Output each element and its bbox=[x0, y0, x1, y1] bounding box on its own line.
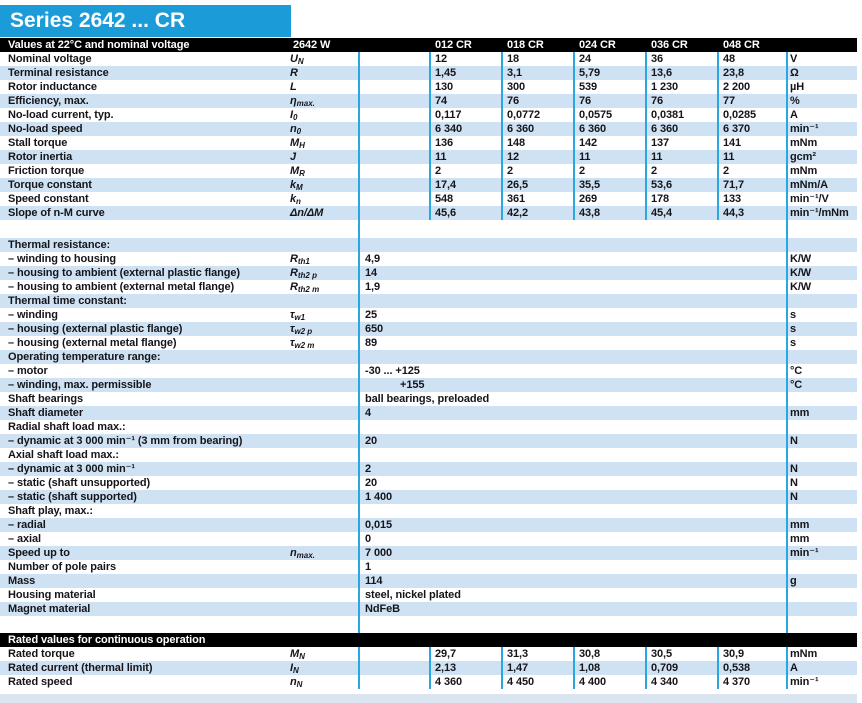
value-cell: 114 bbox=[365, 575, 383, 587]
unit-cell: N bbox=[790, 435, 798, 447]
value-cell: 6 360 bbox=[579, 123, 607, 135]
value-cell: 133 bbox=[723, 193, 742, 205]
family-column-header: 2642 W bbox=[293, 39, 331, 51]
value-cell: 7 000 bbox=[365, 547, 393, 559]
value-cell: 1,9 bbox=[365, 281, 380, 293]
value-cell: 1 400 bbox=[365, 491, 393, 503]
row-label: Nominal voltage bbox=[8, 53, 92, 65]
value-cell: 25 bbox=[365, 309, 378, 321]
column-header-018cr: 018 CR bbox=[507, 39, 544, 51]
row-label: Rotor inertia bbox=[8, 151, 73, 163]
row-label: – radial bbox=[8, 519, 46, 531]
value-cell: 0,0285 bbox=[723, 109, 757, 121]
value-cell: 20 bbox=[365, 477, 378, 489]
table-row bbox=[0, 588, 857, 602]
symbol-base: J bbox=[290, 151, 297, 163]
value-cell: 30,9 bbox=[723, 648, 745, 660]
value-cell: 3,1 bbox=[507, 67, 522, 79]
row-label: Slope of n-M curve bbox=[8, 207, 105, 219]
symbol-subscript: max. bbox=[296, 551, 315, 560]
value-cell: 76 bbox=[651, 95, 664, 107]
symbol-base: R bbox=[290, 67, 298, 79]
row-label: – housing (external metal flange) bbox=[8, 337, 177, 349]
symbol-base: k bbox=[290, 179, 297, 191]
value-cell: 4 340 bbox=[651, 676, 679, 688]
value-cell: 36 bbox=[651, 53, 664, 65]
symbol-subscript: th2 p bbox=[297, 271, 317, 280]
series-title: Series 2642 ... CR bbox=[10, 9, 186, 32]
unit-cell: Ω bbox=[790, 67, 799, 79]
symbol-base: k bbox=[290, 193, 297, 205]
table-row bbox=[0, 532, 857, 546]
value-cell: 45,4 bbox=[651, 207, 673, 219]
value-cell: 0,0575 bbox=[579, 109, 613, 121]
row-label: Radial shaft load max.: bbox=[8, 421, 126, 433]
column-separator-line bbox=[786, 647, 788, 689]
row-label: Efficiency, max. bbox=[8, 95, 89, 107]
rated-values-header-label: Rated values for continuous operation bbox=[8, 634, 206, 646]
table-row bbox=[0, 490, 857, 504]
row-label: – static (shaft unsupported) bbox=[8, 477, 151, 489]
value-cell: steel, nickel plated bbox=[365, 589, 461, 601]
column-separator-line bbox=[501, 647, 503, 689]
value-cell: 1,47 bbox=[507, 662, 529, 674]
table-row bbox=[0, 518, 857, 532]
value-cell: 178 bbox=[651, 193, 670, 205]
value-cell: 30,8 bbox=[579, 648, 601, 660]
value-cell: 4 370 bbox=[723, 676, 751, 688]
symbol-base: R bbox=[290, 281, 298, 293]
value-cell: 29,7 bbox=[435, 648, 457, 660]
table-row bbox=[0, 476, 857, 490]
value-cell: ball bearings, preloaded bbox=[365, 393, 490, 405]
symbol-subscript: N bbox=[297, 57, 304, 66]
unit-cell: mNm bbox=[790, 165, 818, 177]
column-separator-line bbox=[717, 52, 719, 220]
table-header-label: Values at 22°C and nominal voltage bbox=[8, 39, 190, 51]
row-label: Speed up to bbox=[8, 547, 70, 559]
table-row bbox=[0, 336, 857, 350]
table-row bbox=[0, 294, 857, 308]
table-row bbox=[0, 462, 857, 476]
value-cell: 2 bbox=[651, 165, 658, 177]
rated-values-header-bar bbox=[0, 633, 857, 647]
unit-cell: g bbox=[790, 575, 797, 587]
symbol-subscript: 0 bbox=[296, 127, 302, 136]
value-cell: 4,9 bbox=[365, 253, 380, 265]
symbol-subscript: R bbox=[299, 169, 305, 178]
value-cell: 26,5 bbox=[507, 179, 529, 191]
value-cell: 11 bbox=[651, 151, 663, 163]
column-separator-line bbox=[429, 52, 431, 220]
table-row bbox=[0, 504, 857, 518]
value-cell: 6 360 bbox=[651, 123, 679, 135]
symbol-cell bbox=[290, 675, 302, 692]
symbol-subscript: n bbox=[296, 197, 301, 206]
symbol-base: τ bbox=[290, 323, 295, 335]
table-row bbox=[0, 238, 857, 252]
symbol-base: M bbox=[290, 165, 300, 177]
table-row bbox=[0, 322, 857, 336]
table-row bbox=[0, 252, 857, 266]
row-label: Shaft bearings bbox=[8, 393, 84, 405]
value-cell: 6 360 bbox=[507, 123, 535, 135]
unit-cell: s bbox=[790, 309, 797, 321]
value-cell: 2 bbox=[365, 463, 372, 475]
footer-strip bbox=[0, 694, 857, 703]
value-cell: 269 bbox=[579, 193, 598, 205]
value-cell: 74 bbox=[435, 95, 448, 107]
unit-cell: K/W bbox=[790, 253, 812, 265]
row-label: – static (shaft supported) bbox=[8, 491, 137, 503]
column-separator-line bbox=[786, 52, 788, 633]
symbol-subscript: th1 bbox=[297, 257, 310, 266]
unit-cell: min⁻¹/V bbox=[790, 193, 829, 205]
value-cell: 2 bbox=[723, 165, 730, 177]
table-row bbox=[0, 420, 857, 434]
table-row bbox=[0, 434, 857, 448]
value-cell: -30 ... +125 bbox=[365, 365, 420, 377]
value-cell: 0,538 bbox=[723, 662, 751, 674]
unit-cell: K/W bbox=[790, 267, 812, 279]
table-row bbox=[0, 280, 857, 294]
value-cell: 539 bbox=[579, 81, 598, 93]
value-cell: 2 bbox=[435, 165, 442, 177]
value-cell: 24 bbox=[579, 53, 592, 65]
value-cell: 148 bbox=[507, 137, 526, 149]
value-cell: 12 bbox=[435, 53, 448, 65]
value-cell: 2 bbox=[579, 165, 586, 177]
column-separator-line bbox=[717, 647, 719, 689]
row-label: No-load speed bbox=[8, 123, 83, 135]
unit-cell: °C bbox=[790, 365, 803, 377]
value-cell: 20 bbox=[365, 435, 378, 447]
unit-cell: N bbox=[790, 491, 798, 503]
value-cell: 14 bbox=[365, 267, 378, 279]
unit-cell: min⁻¹ bbox=[790, 123, 819, 135]
value-cell: 4 450 bbox=[507, 676, 535, 688]
symbol-base: τ bbox=[290, 309, 295, 321]
value-cell: 13,6 bbox=[651, 67, 673, 79]
value-cell: 53,6 bbox=[651, 179, 673, 191]
column-separator-line bbox=[358, 52, 360, 633]
unit-cell: min⁻¹ bbox=[790, 676, 819, 688]
symbol-base: L bbox=[290, 81, 297, 93]
value-cell: 11 bbox=[579, 151, 591, 163]
symbol-base: R bbox=[290, 253, 298, 265]
value-cell: 6 340 bbox=[435, 123, 463, 135]
value-cell: 76 bbox=[507, 95, 520, 107]
value-cell: 137 bbox=[651, 137, 670, 149]
symbol-subscript: M bbox=[296, 183, 303, 192]
table-row bbox=[0, 602, 857, 616]
value-cell: 0,0381 bbox=[651, 109, 685, 121]
table-row bbox=[0, 364, 857, 378]
value-cell: 650 bbox=[365, 323, 384, 335]
value-cell: 11 bbox=[435, 151, 447, 163]
symbol-base: n bbox=[290, 547, 297, 559]
value-cell: 4 400 bbox=[579, 676, 607, 688]
value-cell: 31,3 bbox=[507, 648, 529, 660]
value-cell: 17,4 bbox=[435, 179, 457, 191]
value-cell: 76 bbox=[579, 95, 592, 107]
value-cell: 5,79 bbox=[579, 67, 601, 79]
row-label: Rated current (thermal limit) bbox=[8, 662, 153, 674]
row-label: – winding bbox=[8, 309, 58, 321]
row-label: Thermal time constant: bbox=[8, 295, 127, 307]
table-row bbox=[0, 448, 857, 462]
row-label: Magnet material bbox=[8, 603, 91, 615]
value-cell: 43,8 bbox=[579, 207, 601, 219]
value-cell: 23,8 bbox=[723, 67, 745, 79]
row-label: – dynamic at 3 000 min⁻¹ bbox=[8, 463, 135, 475]
table-row bbox=[0, 392, 857, 406]
column-separator-line bbox=[429, 647, 431, 689]
row-label: Operating temperature range: bbox=[8, 351, 161, 363]
symbol-base: n bbox=[290, 676, 297, 688]
row-label: – winding to housing bbox=[8, 253, 116, 265]
unit-cell: A bbox=[790, 109, 798, 121]
row-label: Friction torque bbox=[8, 165, 85, 177]
column-separator-line bbox=[645, 647, 647, 689]
value-cell: 12 bbox=[507, 151, 520, 163]
table-row bbox=[0, 266, 857, 280]
symbol-base: η bbox=[290, 95, 297, 107]
value-cell: 141 bbox=[723, 137, 742, 149]
table-row bbox=[0, 546, 857, 560]
value-cell: 44,3 bbox=[723, 207, 745, 219]
value-cell: 1 bbox=[365, 561, 372, 573]
row-label: No-load current, typ. bbox=[8, 109, 114, 121]
value-cell: 1,08 bbox=[579, 662, 601, 674]
value-cell: 2 200 bbox=[723, 81, 751, 93]
symbol-base: U bbox=[290, 53, 298, 65]
symbol-base: τ bbox=[290, 337, 295, 349]
column-separator-line bbox=[645, 52, 647, 220]
column-separator-line bbox=[573, 647, 575, 689]
row-label: Speed constant bbox=[8, 193, 89, 205]
value-cell: NdFeB bbox=[365, 603, 400, 615]
symbol-subscript: th2 m bbox=[297, 285, 320, 294]
table-header-bar bbox=[0, 38, 857, 52]
symbol-base: I bbox=[290, 109, 293, 121]
symbol-base: I bbox=[290, 662, 293, 674]
unit-cell: mm bbox=[790, 533, 810, 545]
value-cell: 1,45 bbox=[435, 67, 457, 79]
unit-cell: min⁻¹ bbox=[790, 547, 819, 559]
table-row bbox=[0, 308, 857, 322]
unit-cell: min⁻¹/mNm bbox=[790, 207, 849, 219]
value-cell: 2 bbox=[507, 165, 514, 177]
value-cell: 2,13 bbox=[435, 662, 457, 674]
column-header-048cr: 048 CR bbox=[723, 39, 760, 51]
row-label: Axial shaft load max.: bbox=[8, 449, 119, 461]
unit-cell: mm bbox=[790, 407, 810, 419]
unit-cell: °C bbox=[790, 379, 803, 391]
unit-cell: s bbox=[790, 337, 797, 349]
symbol-base: Δn/ΔM bbox=[290, 207, 324, 219]
symbol-subscript: w2 p bbox=[294, 327, 313, 336]
symbol-subscript: H bbox=[299, 141, 305, 150]
value-cell: 77 bbox=[723, 95, 736, 107]
symbol-base: M bbox=[290, 137, 300, 149]
row-label: – housing (external plastic flange) bbox=[8, 323, 183, 335]
value-cell: 300 bbox=[507, 81, 526, 93]
row-label: – housing to ambient (external plastic flange) bbox=[8, 267, 240, 279]
value-cell: 30,5 bbox=[651, 648, 673, 660]
row-label: – axial bbox=[8, 533, 41, 545]
value-cell: 35,5 bbox=[579, 179, 601, 191]
column-header-012cr: 012 CR bbox=[435, 39, 472, 51]
symbol-cell bbox=[290, 206, 323, 223]
symbol-subscript: N bbox=[296, 680, 303, 689]
value-cell: 1 230 bbox=[651, 81, 679, 93]
value-cell: 4 360 bbox=[435, 676, 463, 688]
value-cell: 11 bbox=[723, 151, 735, 163]
symbol-subscript: 0 bbox=[292, 113, 298, 122]
unit-cell: mNm bbox=[790, 137, 818, 149]
row-label: Torque constant bbox=[8, 179, 92, 191]
table-row bbox=[0, 406, 857, 420]
column-separator-line bbox=[573, 52, 575, 220]
column-header-024cr: 024 CR bbox=[579, 39, 616, 51]
row-label: Stall torque bbox=[8, 137, 68, 149]
unit-cell: N bbox=[790, 463, 798, 475]
value-cell: 136 bbox=[435, 137, 454, 149]
symbol-subscript: N bbox=[299, 652, 305, 661]
unit-cell: µH bbox=[790, 81, 805, 93]
value-cell: 0,0772 bbox=[507, 109, 541, 121]
table-row bbox=[0, 574, 857, 588]
row-label: Terminal resistance bbox=[8, 67, 109, 79]
row-label: Housing material bbox=[8, 589, 96, 601]
row-label: Number of pole pairs bbox=[8, 561, 117, 573]
row-label: Rotor inductance bbox=[8, 81, 97, 93]
value-cell: 48 bbox=[723, 53, 736, 65]
unit-cell: V bbox=[790, 53, 798, 65]
value-cell: 45,6 bbox=[435, 207, 457, 219]
row-label: Rated torque bbox=[8, 648, 75, 660]
symbol-base: R bbox=[290, 267, 298, 279]
unit-cell: mNm bbox=[790, 648, 818, 660]
value-cell: 361 bbox=[507, 193, 526, 205]
row-label: – housing to ambient (external metal flange) bbox=[8, 281, 235, 293]
symbol-subscript: w1 bbox=[294, 313, 306, 322]
value-cell: 42,2 bbox=[507, 207, 529, 219]
value-cell: 71,7 bbox=[723, 179, 745, 191]
table-row bbox=[0, 350, 857, 364]
unit-cell: K/W bbox=[790, 281, 812, 293]
symbol-subscript: w2 m bbox=[294, 341, 315, 350]
table-row bbox=[0, 560, 857, 574]
unit-cell: s bbox=[790, 323, 797, 335]
symbol-subscript: N bbox=[292, 666, 299, 675]
unit-cell: mm bbox=[790, 519, 810, 531]
value-cell: 0,709 bbox=[651, 662, 679, 674]
value-cell: 4 bbox=[365, 407, 372, 419]
symbol-base: n bbox=[290, 123, 297, 135]
value-cell: 0,117 bbox=[435, 109, 462, 121]
value-cell: +155 bbox=[400, 379, 425, 391]
series-title-bar bbox=[0, 5, 291, 37]
row-label: Shaft diameter bbox=[8, 407, 84, 419]
column-separator-line bbox=[501, 52, 503, 220]
value-cell: 89 bbox=[365, 337, 378, 349]
row-label: Rated speed bbox=[8, 676, 73, 688]
unit-cell: A bbox=[790, 662, 798, 674]
table-row bbox=[0, 378, 857, 392]
value-cell: 548 bbox=[435, 193, 454, 205]
row-label: Mass bbox=[8, 575, 36, 587]
value-cell: 0 bbox=[365, 533, 372, 545]
row-label: Thermal resistance: bbox=[8, 239, 111, 251]
value-cell: 130 bbox=[435, 81, 454, 93]
row-label: – winding, max. permissible bbox=[8, 379, 152, 391]
value-cell: 142 bbox=[579, 137, 598, 149]
unit-cell: N bbox=[790, 477, 798, 489]
value-cell: 18 bbox=[507, 53, 520, 65]
symbol-subscript: max. bbox=[296, 99, 315, 108]
value-cell: 6 370 bbox=[723, 123, 751, 135]
row-label: – dynamic at 3 000 min⁻¹ (3 mm from bearing) bbox=[8, 435, 243, 447]
unit-cell: mNm/A bbox=[790, 179, 829, 191]
row-label: Shaft play, max.: bbox=[8, 505, 93, 517]
unit-cell: gcm² bbox=[790, 151, 816, 163]
value-cell: 0,015 bbox=[365, 519, 393, 531]
column-header-036cr: 036 CR bbox=[651, 39, 688, 51]
column-separator-line bbox=[358, 647, 360, 689]
symbol-base: M bbox=[290, 648, 300, 660]
unit-cell: % bbox=[790, 95, 800, 107]
row-label: – motor bbox=[8, 365, 48, 377]
